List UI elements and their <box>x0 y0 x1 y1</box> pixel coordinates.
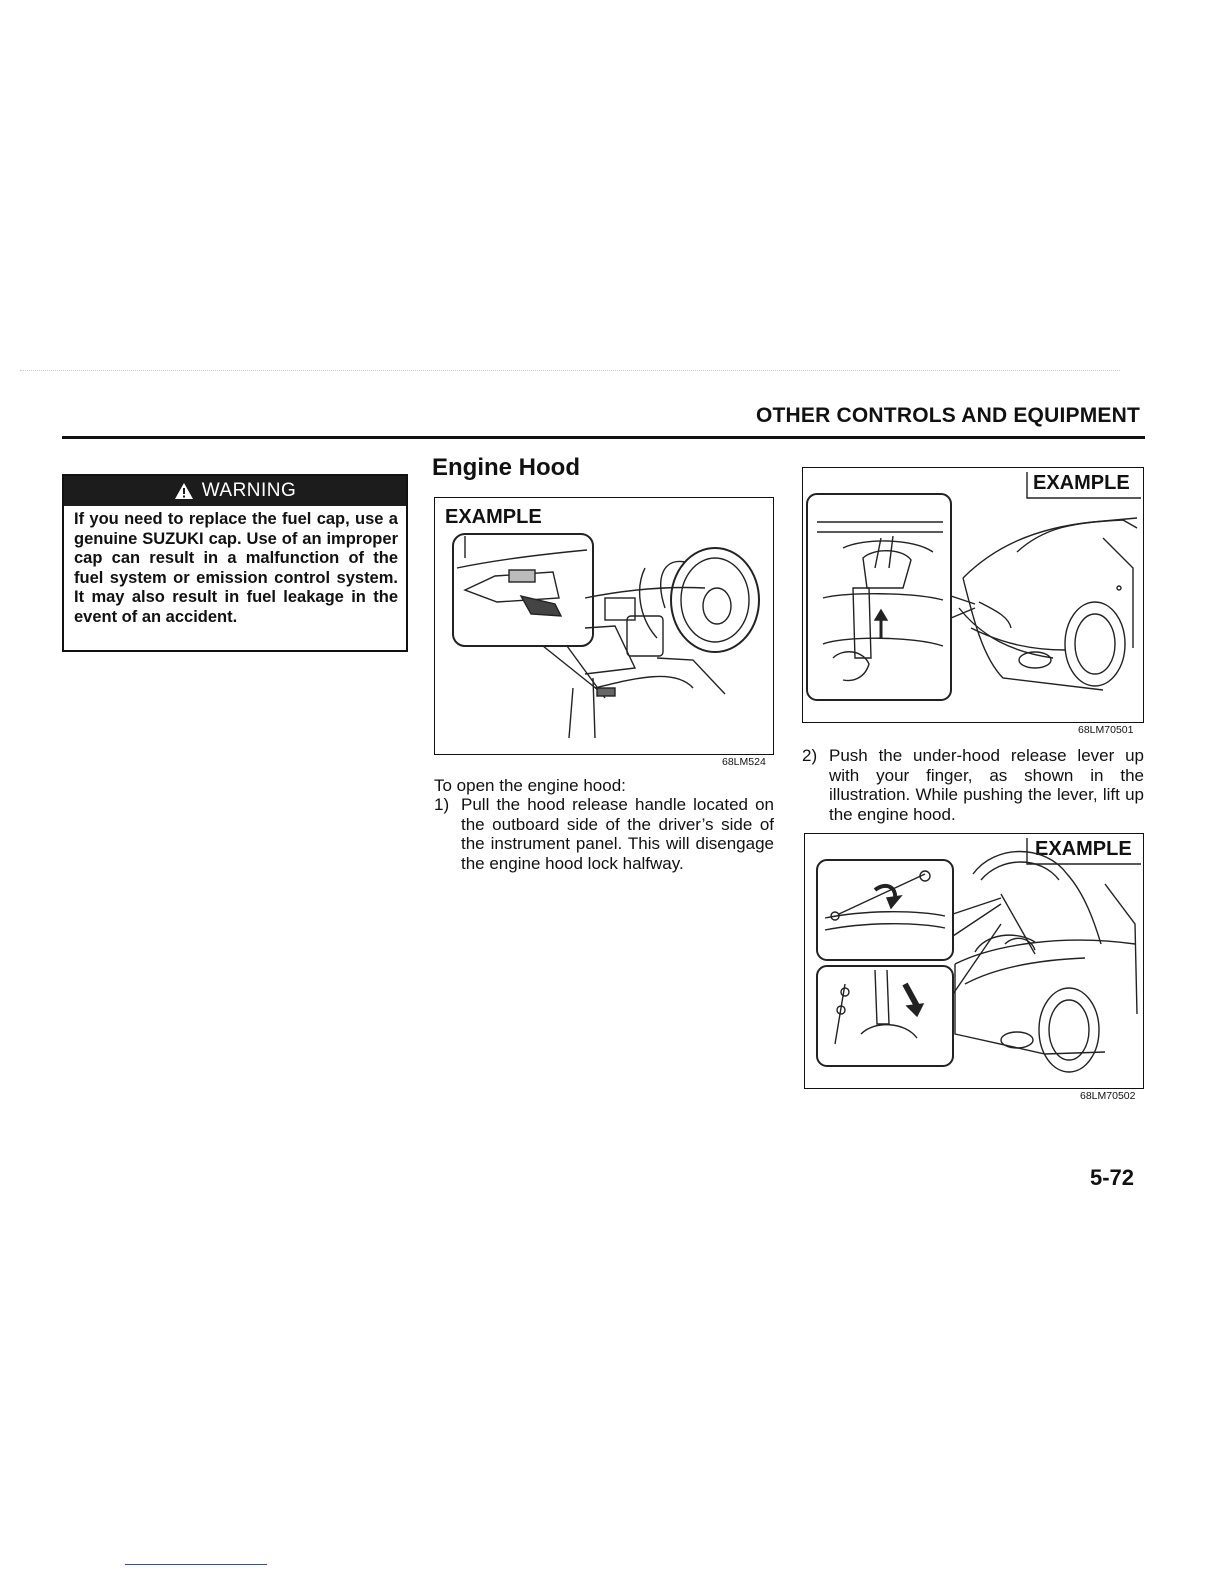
warning-text: If you need to replace the fuel cap, use a genuine SUZUKI cap. Use of an improper cap can result in a malfunction of the fuel system or emission control system. It may also result in fuel leakage in the event of an accident. <box>74 510 398 626</box>
figure-code: 68LM70502 <box>1080 1090 1136 1102</box>
under-hood-lever-illustration <box>803 468 1143 722</box>
warning-title: WARNING <box>201 480 297 501</box>
step-text: Push the under-hood release lever up with your finger, as shown in the illustration. While pushing the lever, lift up the engine hood. <box>829 746 1144 824</box>
scan-artifact-line <box>125 1564 267 1565</box>
figure-under-hood-lever <box>802 467 1144 723</box>
step-1 <box>434 795 776 875</box>
step-2 <box>802 746 1144 826</box>
scan-artifact-line <box>20 370 1120 372</box>
figure-example-label: EXAMPLE <box>1035 838 1132 860</box>
figure-example-label: EXAMPLE <box>1033 472 1130 494</box>
warning-header <box>64 476 406 506</box>
figure-open-hood <box>804 833 1144 1089</box>
header-rule <box>62 436 1145 439</box>
figure-code: 68LM524 <box>722 756 766 768</box>
step-number: 1) <box>434 795 450 814</box>
instructions-intro: To open the engine hood: <box>434 776 626 795</box>
step-number: 2) <box>802 746 818 765</box>
warning-triangle-icon <box>174 482 194 500</box>
page-number: 5-72 <box>1090 1165 1135 1190</box>
warning-box <box>62 474 408 652</box>
figure-hood-release-handle <box>434 497 774 755</box>
engine-hood-heading: Engine Hood <box>432 454 580 481</box>
open-hood-illustration <box>805 834 1143 1088</box>
section-header: OTHER CONTROLS AND EQUIPMENT <box>756 404 1140 427</box>
figure-code: 68LM70501 <box>1078 724 1134 736</box>
step-text: Pull the hood release handle located on the outboard side of the driver’s side of the instrument panel. This will disengage the engine hood lock halfway. <box>461 795 774 873</box>
figure-example-label: EXAMPLE <box>445 506 542 528</box>
hood-release-handle-illustration <box>435 498 773 754</box>
